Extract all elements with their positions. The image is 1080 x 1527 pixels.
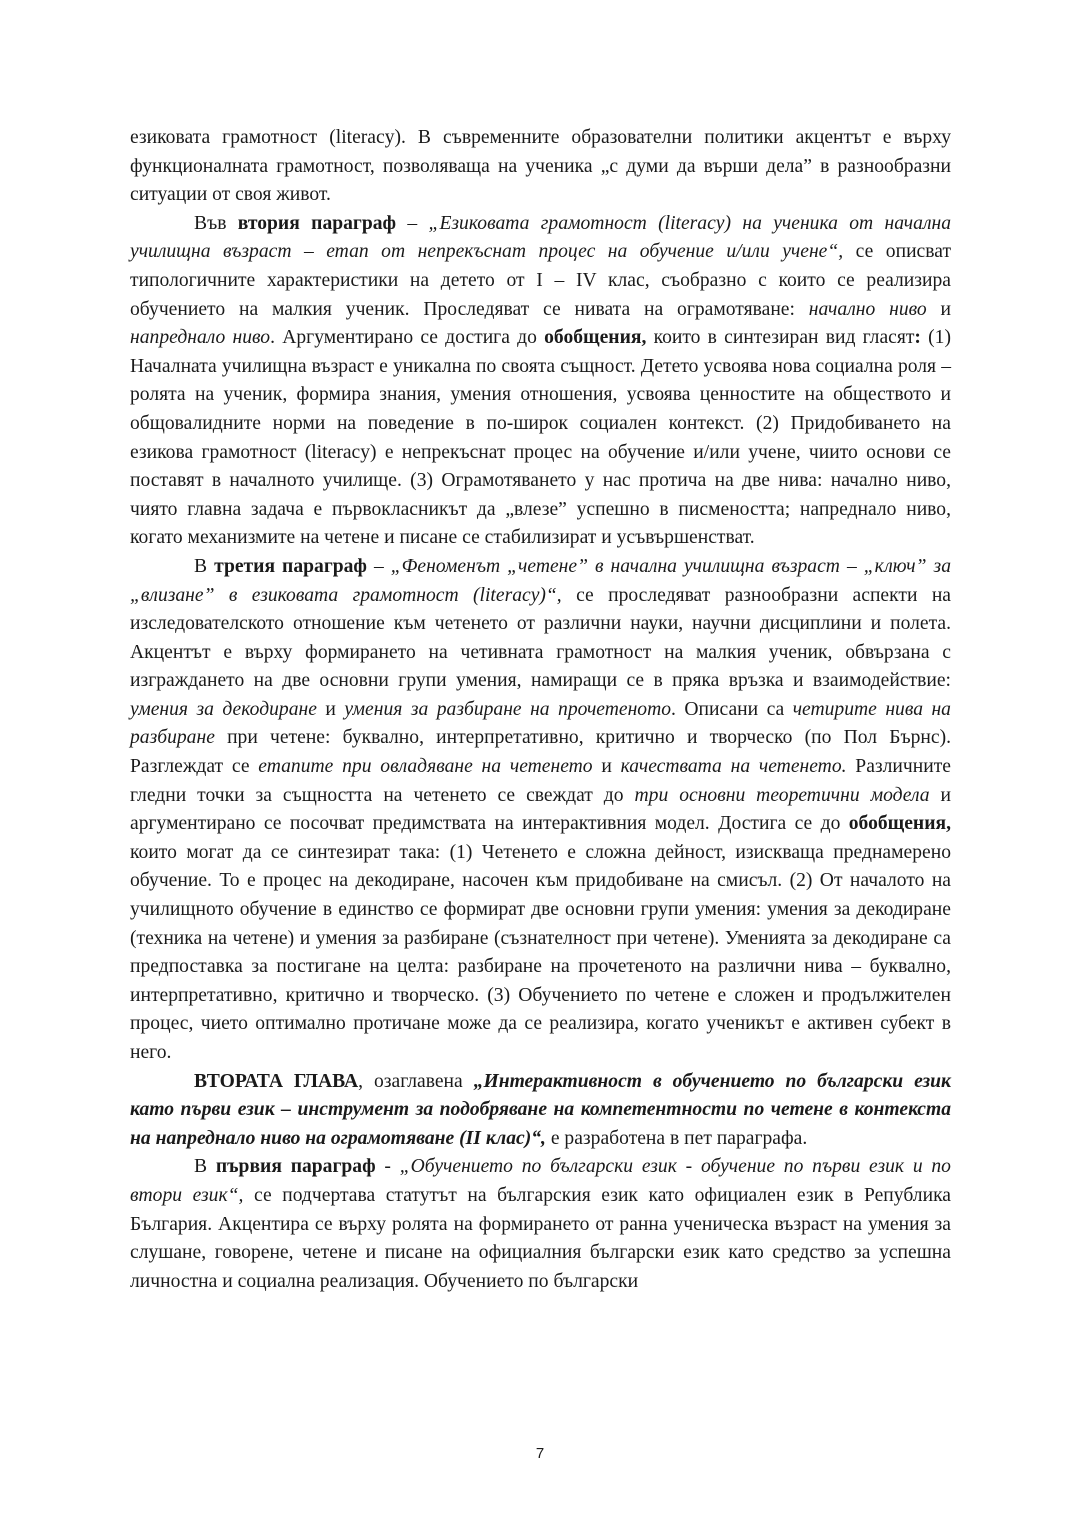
text: които в синтезиран вид гласят: [646, 327, 915, 349]
italic-text: напреднало ниво: [130, 327, 271, 349]
text: Различните гледни точки за същността на четенето се свеждат до: [130, 756, 951, 806]
italic-text: три основни теоретични модела: [634, 784, 930, 806]
text: , озаглавена: [358, 1070, 474, 1092]
bold-text: втория параграф: [237, 212, 397, 234]
paragraph-2: [130, 210, 951, 553]
chapter-title: „Интерактивност в обучението по български език като първи език – инструмент за подобряване на компетентности по четене в контекста на напреднало ниво на ограмотяване (II клас)“,: [130, 1070, 951, 1149]
italic-title: „Обучението по български език - обучение по първи език и по втори език“,: [130, 1156, 951, 1206]
italic-title: „Феноменът „четене” в начална училищна възраст – „ключ” за „влизане” в езиковата грамотност (literacy)“,: [130, 555, 951, 606]
text: -: [375, 1156, 400, 1178]
text: се подчертава статутът на българския език като официален език в Република България. Акцентира се върху ролята на формирането от ранна ученическа възраст на умения за слушане, говорене, четене и писане на официалния български език като средство за успешна личностна и социална реализация. Обучението по български: [130, 1184, 951, 1292]
paragraph-1: [130, 124, 951, 210]
text: . Описани са: [671, 698, 793, 720]
italic-text: четирите нива на разбиране: [130, 698, 951, 749]
bold-text: първия параграф: [215, 1156, 376, 1178]
document-page: [130, 124, 951, 1296]
italic-text: етапите при овладяване на четенето: [258, 756, 593, 778]
page-number: 7: [535, 1445, 545, 1462]
bold-text: третия параграф: [214, 555, 367, 577]
bold-text: обобщения,: [848, 813, 951, 835]
chapter-heading: ВТОРАТА ГЛАВА: [194, 1070, 359, 1092]
text: Във: [194, 212, 238, 234]
paragraph-4: [130, 1068, 951, 1154]
text: –: [396, 212, 429, 234]
text: В: [194, 1156, 216, 1178]
text: е разработена в пет параграфа.: [545, 1127, 808, 1149]
text: В: [194, 555, 215, 577]
text: при четене: буквално, интерпретативно, критично и творческо (по Пол Бърнс). Разглеждат се: [130, 727, 951, 778]
text: –: [366, 555, 391, 577]
bold-text: обобщения,: [544, 327, 647, 349]
italic-text: умения за декодиране: [130, 698, 317, 720]
paragraph-5: [130, 1153, 951, 1296]
italic-title: „Езиковата грамотност (literacy) на ученика от начална училищна възраст – етап от непрекъснат процес на обучение и/или учене“,: [130, 212, 951, 263]
text: и: [592, 756, 621, 778]
text: и: [926, 298, 951, 320]
italic-text: умения за разбиране на прочетеното: [344, 698, 672, 720]
italic-text: качествата на четенето.: [620, 756, 847, 778]
text: езиковата грамотност (literacy). В съвременните образователни политики акцентът е върху функционалната грамотност, позволяваща на ученика „с думи да върши дела” в разнообразни ситуации от своя живот.: [130, 127, 951, 206]
bold-text: :: [914, 327, 921, 349]
text: се проследяват разнообразни аспекти на изследователското отношение към четенето от различни науки, научни дисциплини и полета. Акцентът е върху формирането на четивната грамотност на малкия ученик, обвързана с изграждането на две основни групи умения, намиращи се в пряка връзка и взаимодействие:: [130, 584, 952, 692]
paragraph-3: [130, 553, 951, 1068]
text: и аргументирано се посочват предимствата на интерактивния модел. Достига се до: [130, 784, 951, 835]
text: (1) Началната училищна възраст е уникална по своята същност. Детето усвоява нова социална роля – ролята на ученик, формира знания, умения отношения, усвоява ценностите на обществото и общовалидните норми на поведение в по-широк социален контекст. (2) Придобиването на езикова грамотност (literacy) е непрекъснат процес на обучение и/или учене, чиито основи се поставят в началното училище. (3) Ограмотяването у нас протича на две нива: начално ниво, чиято главна задача е първокласникът да „влезе” успешно в писмеността; напреднало ниво, когато механизмите на четене и писане се стабилизират и усъвършенстват.: [130, 327, 952, 549]
text: . Аргументирано се достига до: [270, 327, 545, 349]
text: и: [316, 698, 345, 720]
italic-text: начално ниво: [808, 298, 927, 320]
text: се описват типологичните характеристики на детето от I – IV клас, съобразно с които се реализира обучението на малкия ученик. Проследяват се нивата на ограмотяване:: [130, 241, 952, 320]
text: които могат да се синтезират така: (1) Четенето е сложна дейност, изискваща преднамерено обучение. То е процес на декодиране, насочен към придобиване на смисъл. (2) От началото на училищното обучение в единство се формират две основни групи умения: умения за декодиране (техника на четене) и умения за разбиране (съзнателност при четене). Уменията за декодиране са предпоставка за постигане на целта: разбиране на прочетеното на различни нива – буквално, интерпретативно, критично и творческо. (3) Обучението по четене е сложен и продължителен процес, чието оптимално протичане може да се реализира, когато ученикът е активен субект в него.: [130, 841, 951, 1063]
